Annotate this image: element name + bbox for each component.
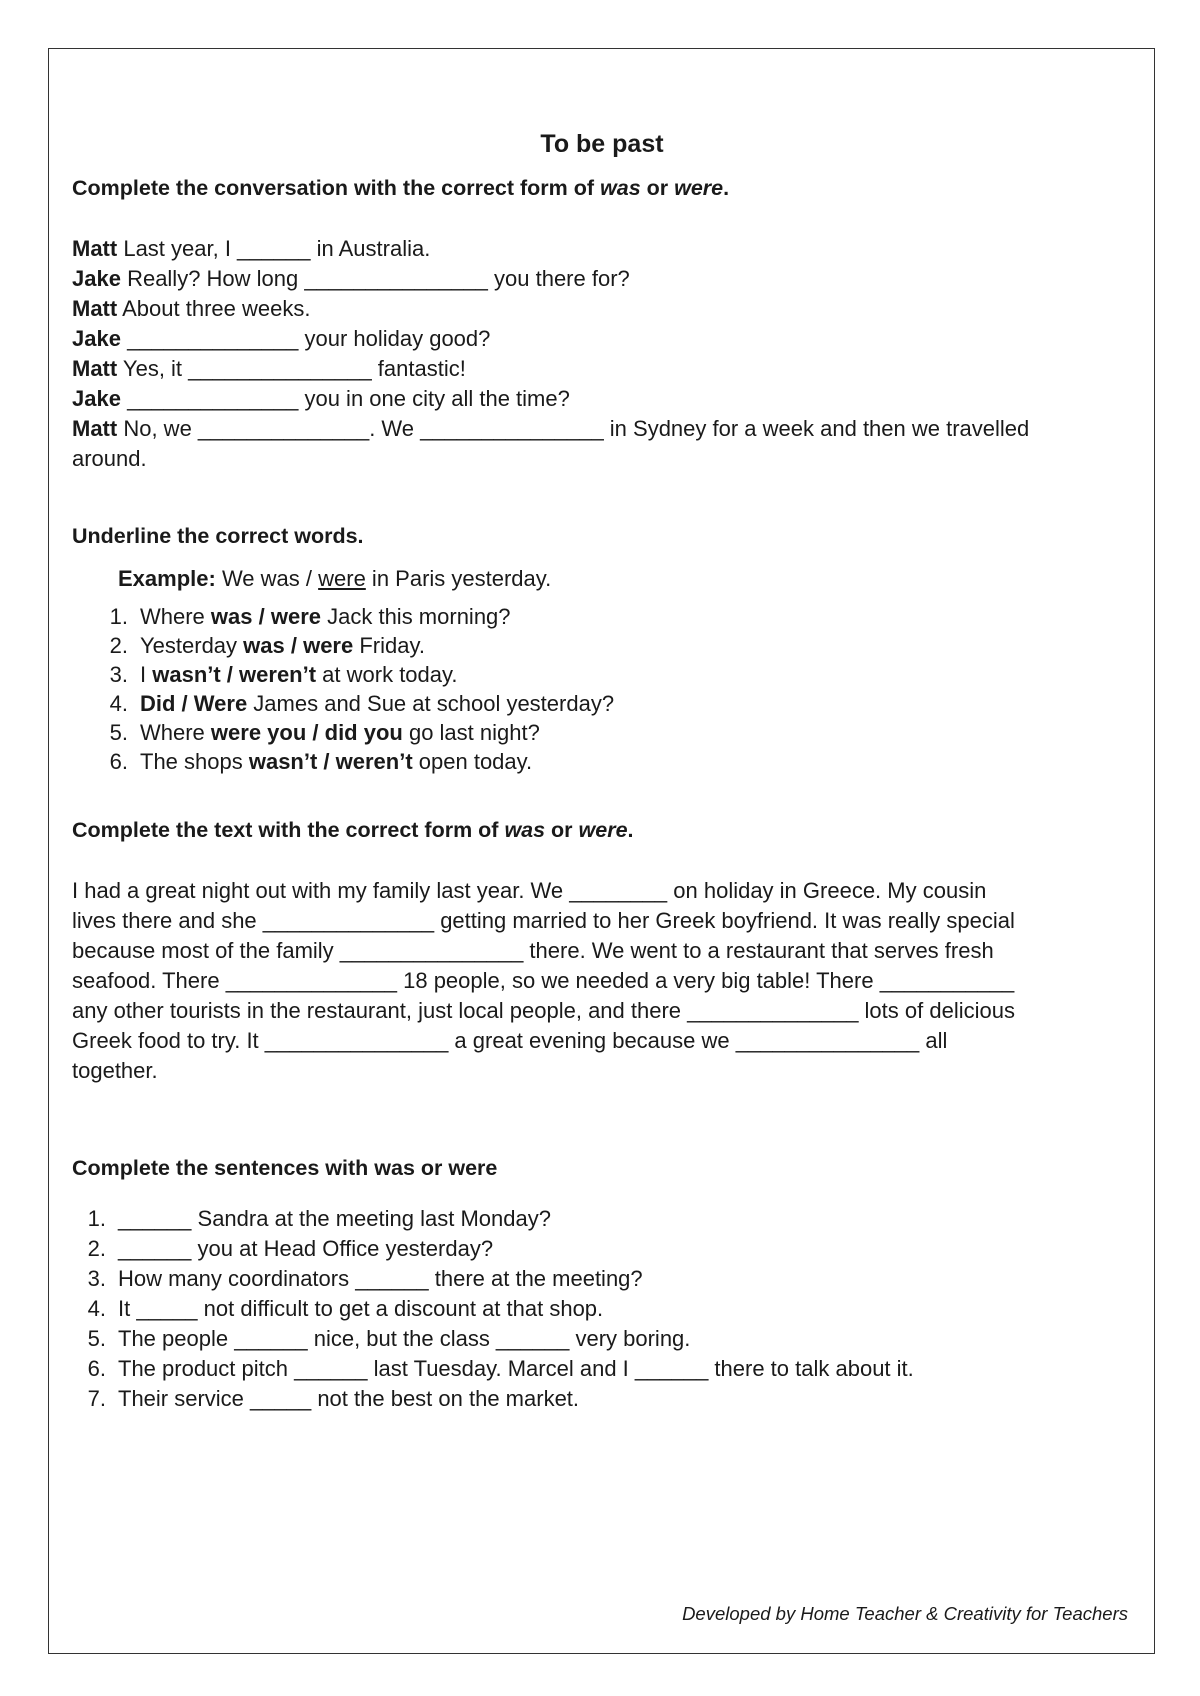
list-item [100,633,425,659]
item-text: The product pitch ______ last Tuesday. Marcel and I ______ there to talk about it. [118,1356,914,1381]
example-text: in Paris yesterday. [365,566,552,591]
item-options: was / were [243,633,354,658]
item-number: 1. [109,604,128,629]
item-number: 7. [87,1386,106,1411]
paragraph-line: together. [72,1058,158,1083]
heading-or: or [640,176,675,200]
item-number: 4. [87,1296,106,1321]
paragraph-line: I had a great night out with my family last year. We ________ on holiday in Greece. My cousin [72,878,987,903]
list-item [78,1356,914,1382]
section1-heading [72,176,729,201]
item-text: Friday. [353,633,425,658]
item-options: wasn’t / weren’t [152,662,317,687]
item-text: go last night? [402,720,540,745]
item-text: ______ Sandra at the meeting last Monday? [118,1206,551,1231]
section2-heading: Underline the correct words. [72,524,364,548]
speaker: Matt [72,356,118,381]
item-text: open today. [412,749,533,774]
page-title: To be past [540,130,664,158]
dialogue-text: About three weeks. [117,296,311,321]
speaker: Matt [72,236,118,261]
item-number: 3. [87,1266,106,1291]
dialogue-text: Really? How long _______________ you there for? [120,266,630,291]
example-answer: were [318,566,366,591]
item-number: 6. [109,749,128,774]
section3-heading [72,818,634,843]
dialogue-wrap: around. [72,446,147,471]
list-item [78,1296,603,1322]
item-text: Where [140,604,211,629]
item-number: 5. [109,720,128,745]
paragraph-line: seafood. There ______________ 18 people, so we needed a very big table! There ___________ [72,968,1015,993]
dialogue-line [72,356,466,382]
speaker: Matt [72,296,118,321]
list-item [78,1266,643,1292]
heading-was: was [600,176,641,200]
heading-were: were [578,818,628,842]
dialogue-line [72,326,490,352]
speaker: Matt [72,416,118,441]
footer-credit: Developed by Home Teacher & Creativity for Teachers [682,1603,1128,1624]
example-text: We was / [215,566,319,591]
dialogue-text: ______________ you in one city all the time? [120,386,570,411]
heading-were: were [674,176,724,200]
list-item [100,749,532,775]
paragraph-line: Greek food to try. It _______________ a great evening because we _______________ all [72,1028,948,1053]
heading-end: . [627,818,634,842]
list-item [100,691,614,717]
item-number: 6. [87,1356,106,1381]
item-text: ______ you at Head Office yesterday? [118,1236,494,1261]
item-text: How many coordinators ______ there at the meeting? [118,1266,643,1291]
dialogue-line [72,236,430,262]
dialogue-line [72,296,310,322]
paragraph-line: because most of the family _______________ there. We went to a restaurant that serves fresh [72,938,994,963]
item-text: at work today. [316,662,458,687]
item-text: Yesterday [140,633,244,658]
heading-end: . [723,176,730,200]
heading-text: Complete the text with the correct form of [72,818,505,842]
item-number: 1. [87,1206,106,1231]
dialogue-line [72,416,1029,442]
paragraph-line: lives there and she ______________ getting married to her Greek boyfriend. It was really special [72,908,1015,933]
speaker: Jake [72,386,121,411]
item-options: Did / Were [140,691,248,716]
item-text: I [140,662,153,687]
item-text: It _____ not difficult to get a discount at that shop. [118,1296,604,1321]
item-number: 3. [109,662,128,687]
item-number: 2. [109,633,128,658]
item-number: 5. [87,1326,106,1351]
example-line [118,566,551,592]
paragraph-line: any other tourists in the restaurant, just local people, and there ______________ lots of delicious [72,998,1015,1023]
heading-or: or [545,818,579,842]
speaker: Jake [72,326,121,351]
dialogue-line [72,266,630,292]
item-number: 4. [109,691,128,716]
item-text: The shops [140,749,249,774]
dialogue-text: ______________ your holiday good? [120,326,491,351]
list-item [100,662,458,688]
item-text: James and Sue at school yesterday? [247,691,615,716]
dialogue-line [72,386,570,412]
dialogue-text: Yes, it _______________ fantastic! [117,356,466,381]
dialogue-text: Last year, I ______ in Australia. [117,236,431,261]
heading-was: was [504,818,546,842]
item-options: was / were [210,604,321,629]
item-options: were you / did you [210,720,403,745]
item-text: Jack this morning? [321,604,511,629]
list-item [78,1206,551,1232]
list-item [78,1236,493,1262]
section4-heading: Complete the sentences with was or were [72,1156,498,1180]
item-text: The people ______ nice, but the class ______ very boring. [118,1326,691,1351]
list-item [100,720,540,746]
heading-text: Complete the conversation with the correct form of [72,176,601,200]
list-item [78,1326,690,1352]
example-label: Example: [118,566,216,591]
item-text: Their service _____ not the best on the market. [118,1386,580,1411]
item-text: Where [140,720,211,745]
speaker: Jake [72,266,121,291]
dialogue-text: No, we ______________. We _______________ in Sydney for a week and then we travelled [117,416,1030,441]
list-item [78,1386,579,1412]
item-number: 2. [87,1236,106,1261]
item-options: wasn’t / weren’t [248,749,413,774]
list-item [100,604,511,630]
